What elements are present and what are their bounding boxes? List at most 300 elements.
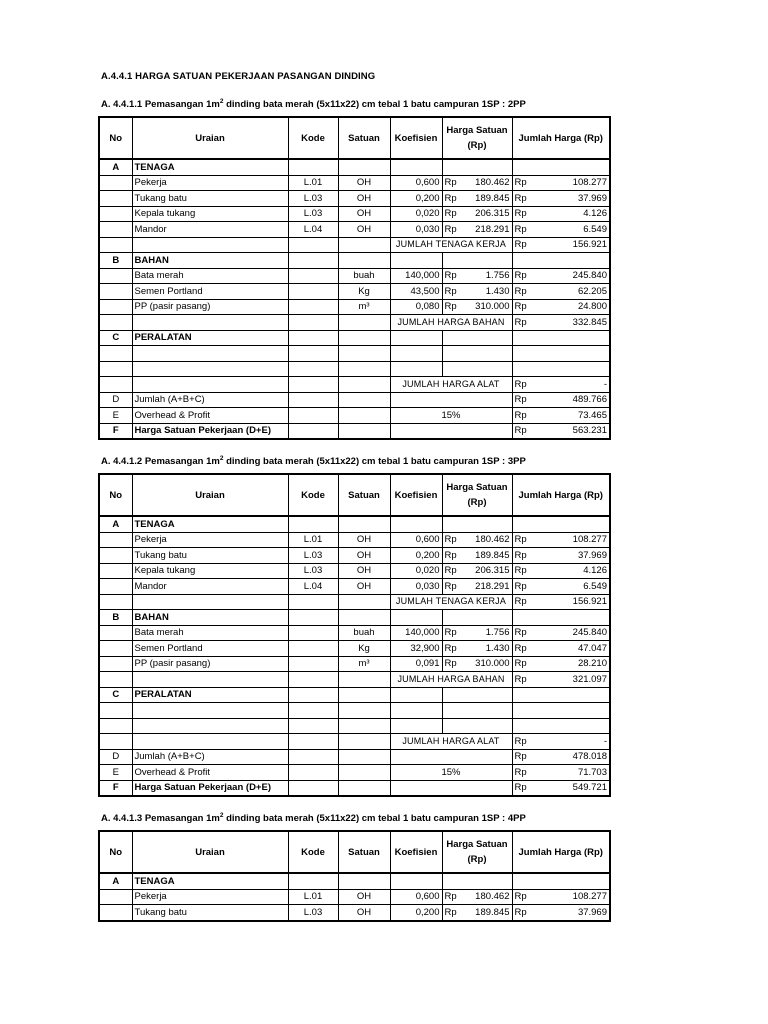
total-price <box>512 206 610 222</box>
total-price <box>512 718 610 734</box>
summary-row <box>99 749 610 765</box>
item-name: Bata merah <box>132 625 288 641</box>
item-coefficient: 0,020 <box>390 563 442 579</box>
total-price <box>512 346 610 362</box>
column-header: Kode <box>288 117 338 159</box>
item-unit: OH <box>338 206 390 222</box>
summary-label: Overhead & Profit <box>132 765 288 781</box>
table-row <box>99 641 610 657</box>
total-price <box>512 532 610 548</box>
unit-price <box>442 175 512 191</box>
amount: 71.703 <box>577 766 607 778</box>
column-header: Jumlah Harga (Rp) <box>512 117 610 159</box>
item-coefficient <box>390 361 442 377</box>
column-header: Koefisien <box>390 474 442 516</box>
summary-label: Jumlah (A+B+C) <box>132 749 288 765</box>
amount: 189.845 <box>475 192 510 204</box>
unit-price <box>442 641 512 657</box>
amount: 108.277 <box>572 177 607 189</box>
unit-price <box>442 268 512 284</box>
amount: 37.969 <box>577 549 607 561</box>
amount: 156.921 <box>572 596 607 608</box>
table-row <box>99 346 610 362</box>
group-row <box>99 873 610 889</box>
item-coefficient: 0,080 <box>390 299 442 315</box>
total-price <box>512 361 610 377</box>
amount: 108.277 <box>572 534 607 546</box>
summary-row <box>99 392 610 408</box>
amount: 321.097 <box>572 673 607 685</box>
amount: 156.921 <box>572 239 607 251</box>
currency-label: Rp <box>444 580 457 592</box>
summary-letter: D <box>99 749 132 765</box>
total-price <box>512 579 610 595</box>
summary-percentage: 15% <box>390 765 512 781</box>
total-price <box>512 625 610 641</box>
table-row <box>99 548 610 564</box>
amount: 24.800 <box>577 301 607 313</box>
currency-label: Rp <box>514 549 527 561</box>
summary-row <box>99 780 610 796</box>
unit-price <box>442 579 512 595</box>
total-price <box>512 175 610 191</box>
group-name: BAHAN <box>132 253 288 269</box>
item-coefficient <box>390 703 442 719</box>
amount: - <box>603 378 607 390</box>
currency-label: Rp <box>514 751 527 763</box>
currency-label: Rp <box>514 735 527 747</box>
item-code: L.01 <box>288 889 338 905</box>
amount: 1.430 <box>485 285 510 297</box>
table-row <box>99 191 610 207</box>
unit-price <box>442 703 512 719</box>
summary-row <box>99 408 610 424</box>
item-code: L.01 <box>288 532 338 548</box>
group-letter: B <box>99 253 132 269</box>
currency-label: Rp <box>444 301 457 313</box>
item-name: Tukang batu <box>132 548 288 564</box>
currency-label: Rp <box>514 658 527 670</box>
table-row <box>99 222 610 238</box>
section-title: A. 4.4.1.3 Pemasangan $1m^2$ dinding bata merah (5x11x22) cm tebal 1 batu campuran 1SP : 4PP <box>101 812 526 825</box>
cost-table <box>98 830 611 922</box>
item-code: L.03 <box>288 206 338 222</box>
summary-value <box>512 392 610 408</box>
currency-label: Rp <box>444 285 457 297</box>
table-row <box>99 175 610 191</box>
table-row <box>99 284 610 300</box>
unit-price <box>442 889 512 905</box>
item-name: Tukang batu <box>132 905 288 921</box>
section-title: A. 4.4.1.2 Pemasangan $1m^2$ dinding bata merah (5x11x22) cm tebal 1 batu campuran 1SP : 3PP <box>101 455 526 468</box>
item-unit: OH <box>338 532 390 548</box>
group-row <box>99 253 610 269</box>
item-name <box>132 718 288 734</box>
currency-label: Rp <box>444 627 457 639</box>
amount: 189.845 <box>475 549 510 561</box>
item-name: Bata merah <box>132 268 288 284</box>
subtotal-label: JUMLAH HARGA ALAT <box>390 377 512 393</box>
item-code <box>288 268 338 284</box>
currency-label: Rp <box>514 239 527 251</box>
subtotal-row <box>99 237 610 253</box>
amount: 28.210 <box>577 658 607 670</box>
group-name: TENAGA <box>132 516 288 532</box>
total-price <box>512 656 610 672</box>
unit-price <box>442 346 512 362</box>
item-name <box>132 346 288 362</box>
summary-value <box>512 423 610 439</box>
section-title: A. 4.4.1.1 Pemasangan $1m^2$ dinding bata merah (5x11x22) cm tebal 1 batu campuran 1SP : 2PP <box>101 98 526 111</box>
item-code: L.03 <box>288 548 338 564</box>
summary-letter: D <box>99 392 132 408</box>
table-row <box>99 268 610 284</box>
summary-label: Overhead & Profit <box>132 408 288 424</box>
subtotal-label: JUMLAH TENAGA KERJA <box>390 594 512 610</box>
subtotal-row <box>99 315 610 331</box>
subtotal-label: JUMLAH HARGA BAHAN <box>390 315 512 331</box>
currency-label: Rp <box>514 192 527 204</box>
amount: 1.756 <box>485 627 510 639</box>
currency-label: Rp <box>444 642 457 654</box>
table-row <box>99 361 610 377</box>
subtotal-label: JUMLAH HARGA ALAT <box>390 734 512 750</box>
item-name <box>132 703 288 719</box>
amount: 549.721 <box>572 782 607 794</box>
item-unit: m³ <box>338 656 390 672</box>
amount: 6.549 <box>583 223 607 235</box>
amount: 332.845 <box>572 316 607 328</box>
amount: 189.845 <box>475 906 510 918</box>
item-name: Tukang batu <box>132 191 288 207</box>
summary-percentage <box>390 392 512 408</box>
amount: 4.126 <box>583 208 607 220</box>
currency-label: Rp <box>444 565 457 577</box>
item-name: PP (pasir pasang) <box>132 656 288 672</box>
amount: 1.430 <box>485 642 510 654</box>
group-letter: C <box>99 330 132 346</box>
currency-label: Rp <box>444 891 457 903</box>
total-price <box>512 889 610 905</box>
column-header: Kode <box>288 831 338 873</box>
summary-percentage <box>390 423 512 439</box>
amount: 206.315 <box>475 208 510 220</box>
column-header: Satuan <box>338 474 390 516</box>
item-unit: Kg <box>338 641 390 657</box>
group-name: PERALATAN <box>132 330 288 346</box>
item-unit: buah <box>338 625 390 641</box>
subtotal-value <box>512 672 610 688</box>
table-row <box>99 206 610 222</box>
item-coefficient: 0,200 <box>390 905 442 921</box>
item-name <box>132 361 288 377</box>
item-unit: Kg <box>338 284 390 300</box>
amount: 180.462 <box>475 534 510 546</box>
summary-percentage: 15% <box>390 408 512 424</box>
item-code <box>288 625 338 641</box>
currency-label: Rp <box>444 270 457 282</box>
item-code <box>288 299 338 315</box>
table-row <box>99 718 610 734</box>
group-letter: A <box>99 516 132 532</box>
currency-label: Rp <box>514 378 527 390</box>
currency-label: Rp <box>514 627 527 639</box>
cost-table <box>98 473 611 797</box>
item-code <box>288 641 338 657</box>
item-coefficient: 140,000 <box>390 268 442 284</box>
amount: 180.462 <box>475 891 510 903</box>
summary-value <box>512 780 610 796</box>
column-header: Koefisien <box>390 117 442 159</box>
column-header: Harga Satuan (Rp) <box>442 117 512 159</box>
unit-price <box>442 905 512 921</box>
summary-letter: E <box>99 408 132 424</box>
currency-label: Rp <box>514 534 527 546</box>
currency-label: Rp <box>444 192 457 204</box>
amount: 73.465 <box>577 409 607 421</box>
currency-label: Rp <box>514 642 527 654</box>
item-unit: OH <box>338 905 390 921</box>
currency-label: Rp <box>444 223 457 235</box>
item-coefficient: 32,900 <box>390 641 442 657</box>
currency-label: Rp <box>514 409 527 421</box>
currency-label: Rp <box>514 673 527 685</box>
summary-label: Jumlah (A+B+C) <box>132 392 288 408</box>
column-header: Uraian <box>132 474 288 516</box>
currency-label: Rp <box>514 301 527 313</box>
item-name: Kepala tukang <box>132 563 288 579</box>
unit-price <box>442 284 512 300</box>
item-name: Mandor <box>132 579 288 595</box>
summary-row <box>99 423 610 439</box>
amount: 1.756 <box>485 270 510 282</box>
column-header: Jumlah Harga (Rp) <box>512 831 610 873</box>
subtotal-row <box>99 734 610 750</box>
amount: 37.969 <box>577 192 607 204</box>
column-header: No <box>99 831 132 873</box>
item-coefficient: 0,200 <box>390 191 442 207</box>
amount: - <box>603 735 607 747</box>
unit-price <box>442 548 512 564</box>
currency-label: Rp <box>514 394 527 406</box>
group-row <box>99 516 610 532</box>
summary-letter: E <box>99 765 132 781</box>
unit-price <box>442 718 512 734</box>
subtotal-row <box>99 377 610 393</box>
amount: 245.840 <box>572 627 607 639</box>
item-name: Pekerja <box>132 175 288 191</box>
unit-price <box>442 191 512 207</box>
item-code <box>288 284 338 300</box>
item-code: L.01 <box>288 175 338 191</box>
amount: 4.126 <box>583 565 607 577</box>
unit-price <box>442 299 512 315</box>
group-row <box>99 159 610 175</box>
item-code: L.04 <box>288 579 338 595</box>
item-coefficient <box>390 346 442 362</box>
currency-label: Rp <box>444 534 457 546</box>
amount: 245.840 <box>572 270 607 282</box>
currency-label: Rp <box>444 906 457 918</box>
item-coefficient: 0,030 <box>390 222 442 238</box>
item-code <box>288 703 338 719</box>
item-name: Semen Portland <box>132 284 288 300</box>
item-unit: OH <box>338 548 390 564</box>
amount: 6.549 <box>583 580 607 592</box>
item-name: Semen Portland <box>132 641 288 657</box>
item-coefficient <box>390 718 442 734</box>
currency-label: Rp <box>444 549 457 561</box>
subtotal-value <box>512 594 610 610</box>
unit-price <box>442 206 512 222</box>
item-coefficient: 0,600 <box>390 532 442 548</box>
amount: 478.018 <box>572 751 607 763</box>
item-name: PP (pasir pasang) <box>132 299 288 315</box>
table-row <box>99 703 610 719</box>
unit-price <box>442 361 512 377</box>
table-row <box>99 905 610 921</box>
column-header: Harga Satuan (Rp) <box>442 831 512 873</box>
column-header: Uraian <box>132 831 288 873</box>
table-row <box>99 532 610 548</box>
table-row <box>99 579 610 595</box>
summary-value <box>512 408 610 424</box>
column-header: Koefisien <box>390 831 442 873</box>
total-price <box>512 703 610 719</box>
total-price <box>512 905 610 921</box>
currency-label: Rp <box>514 316 527 328</box>
currency-label: Rp <box>514 891 527 903</box>
total-price <box>512 563 610 579</box>
table-row <box>99 299 610 315</box>
column-header: Kode <box>288 474 338 516</box>
total-price <box>512 268 610 284</box>
item-unit: OH <box>338 175 390 191</box>
total-price <box>512 641 610 657</box>
subtotal-label: JUMLAH HARGA BAHAN <box>390 672 512 688</box>
currency-label: Rp <box>444 208 457 220</box>
currency-label: Rp <box>514 906 527 918</box>
item-code: L.03 <box>288 191 338 207</box>
item-coefficient: 0,600 <box>390 889 442 905</box>
item-coefficient: 43,500 <box>390 284 442 300</box>
total-price <box>512 284 610 300</box>
subtotal-value <box>512 377 610 393</box>
item-code <box>288 718 338 734</box>
summary-label: Harga Satuan Pekerjaan (D+E) <box>132 423 288 439</box>
amount: 180.462 <box>475 177 510 189</box>
group-letter: A <box>99 873 132 889</box>
amount: 218.291 <box>475 580 510 592</box>
item-code <box>288 656 338 672</box>
currency-label: Rp <box>514 223 527 235</box>
summary-value <box>512 765 610 781</box>
summary-row <box>99 765 610 781</box>
currency-label: Rp <box>514 285 527 297</box>
item-unit: OH <box>338 222 390 238</box>
item-unit <box>338 703 390 719</box>
amount: 310.000 <box>475 658 510 670</box>
amount: 47.047 <box>577 642 607 654</box>
item-unit: OH <box>338 563 390 579</box>
header-row <box>99 831 610 873</box>
item-unit <box>338 346 390 362</box>
item-code: L.03 <box>288 905 338 921</box>
item-code: L.04 <box>288 222 338 238</box>
currency-label: Rp <box>514 565 527 577</box>
group-name: BAHAN <box>132 610 288 626</box>
group-letter: C <box>99 687 132 703</box>
unit-price <box>442 625 512 641</box>
item-name: Kepala tukang <box>132 206 288 222</box>
subtotal-row <box>99 594 610 610</box>
group-row <box>99 610 610 626</box>
amount: 310.000 <box>475 301 510 313</box>
currency-label: Rp <box>514 782 527 794</box>
column-header: No <box>99 117 132 159</box>
cost-table <box>98 116 611 440</box>
subtotal-label: JUMLAH TENAGA KERJA <box>390 237 512 253</box>
column-header: Satuan <box>338 117 390 159</box>
summary-letter: F <box>99 423 132 439</box>
amount: 218.291 <box>475 223 510 235</box>
item-coefficient: 0,600 <box>390 175 442 191</box>
total-price <box>512 299 610 315</box>
currency-label: Rp <box>514 425 527 437</box>
amount: 563.231 <box>572 425 607 437</box>
item-name: Pekerja <box>132 532 288 548</box>
currency-label: Rp <box>444 177 457 189</box>
item-unit: OH <box>338 889 390 905</box>
item-unit <box>338 361 390 377</box>
item-unit: OH <box>338 579 390 595</box>
unit-price <box>442 563 512 579</box>
amount: 62.205 <box>577 285 607 297</box>
amount: 108.277 <box>572 891 607 903</box>
currency-label: Rp <box>514 766 527 778</box>
group-name: TENAGA <box>132 873 288 889</box>
item-coefficient: 0,091 <box>390 656 442 672</box>
currency-label: Rp <box>514 580 527 592</box>
item-name: Pekerja <box>132 889 288 905</box>
unit-price <box>442 222 512 238</box>
summary-value <box>512 749 610 765</box>
unit-price <box>442 656 512 672</box>
item-coefficient: 0,030 <box>390 579 442 595</box>
summary-percentage <box>390 780 512 796</box>
column-header: No <box>99 474 132 516</box>
header-row <box>99 117 610 159</box>
summary-label: Harga Satuan Pekerjaan (D+E) <box>132 780 288 796</box>
subtotal-value <box>512 734 610 750</box>
column-header: Harga Satuan (Rp) <box>442 474 512 516</box>
unit-price <box>442 532 512 548</box>
column-header: Jumlah Harga (Rp) <box>512 474 610 516</box>
item-coefficient: 0,020 <box>390 206 442 222</box>
column-header: Uraian <box>132 117 288 159</box>
subtotal-value <box>512 315 610 331</box>
table-row <box>99 563 610 579</box>
item-coefficient: 140,000 <box>390 625 442 641</box>
currency-label: Rp <box>514 596 527 608</box>
document-heading: A.4.4.1 HARGA SATUAN PEKERJAAN PASANGAN DINDING <box>101 71 376 82</box>
group-name: PERALATAN <box>132 687 288 703</box>
currency-label: Rp <box>514 208 527 220</box>
currency-label: Rp <box>514 270 527 282</box>
item-unit: buah <box>338 268 390 284</box>
group-row <box>99 330 610 346</box>
amount: 37.969 <box>577 906 607 918</box>
